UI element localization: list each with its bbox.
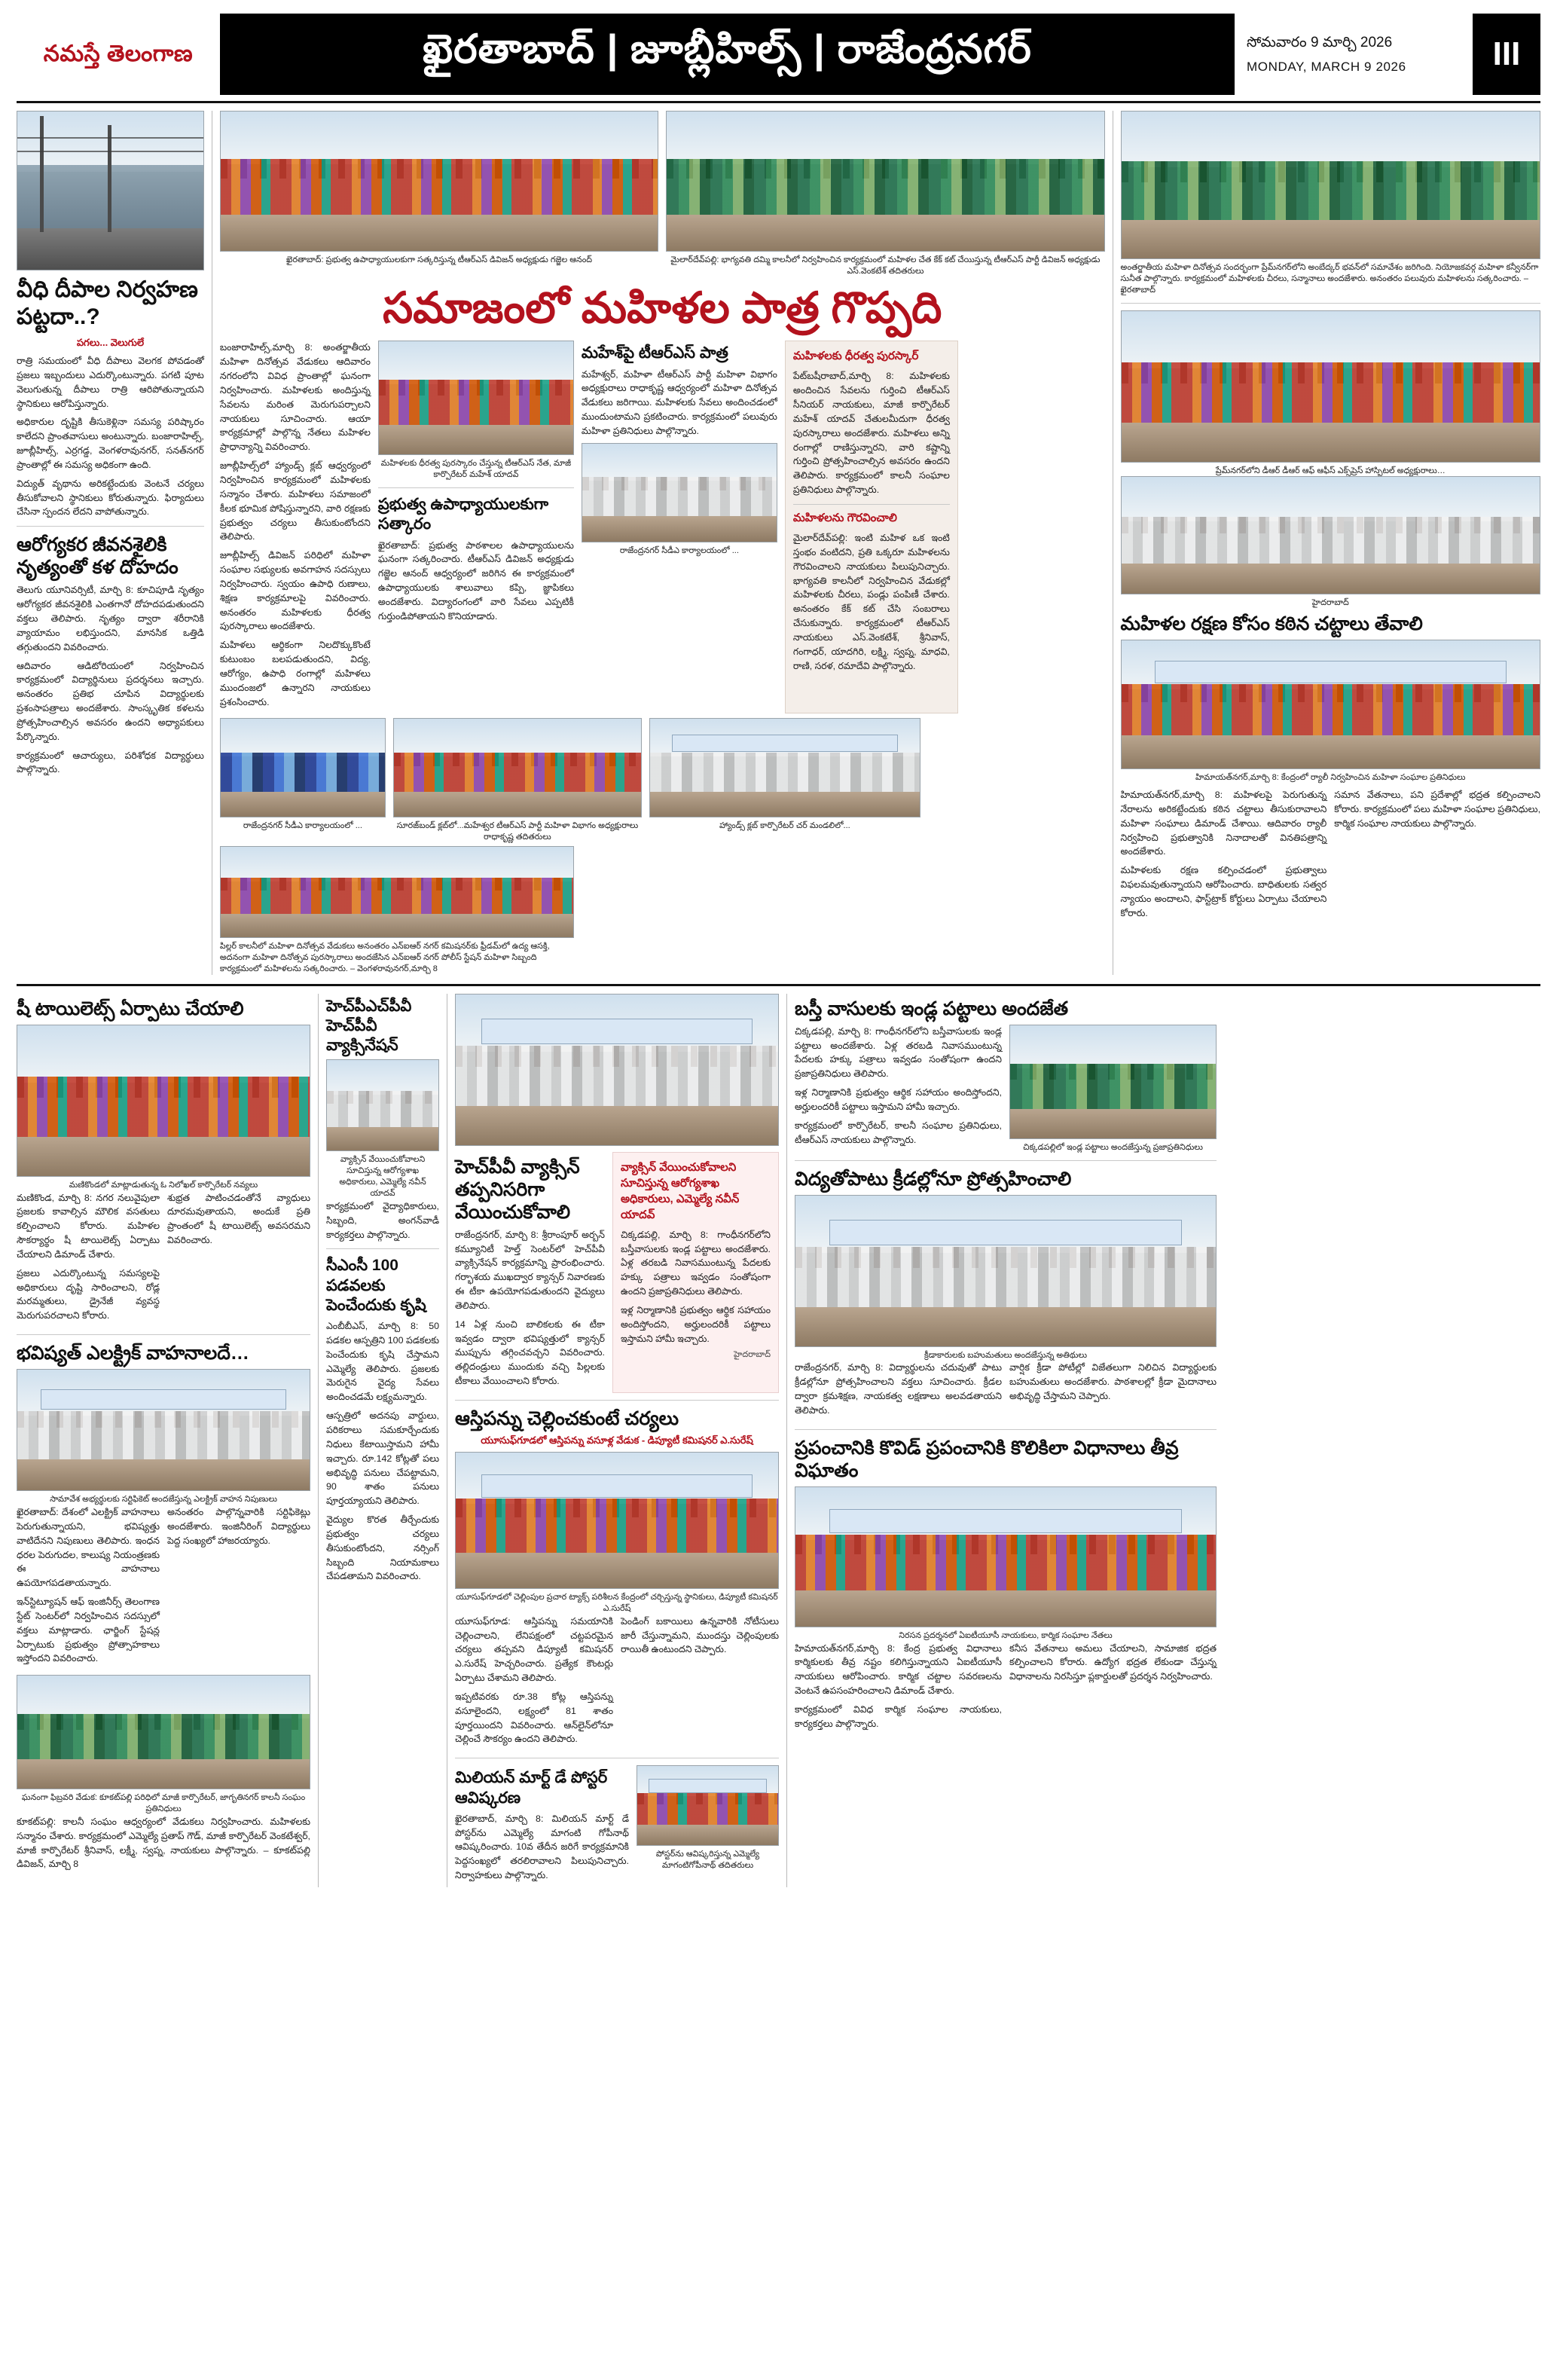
caption-sports: క్రీడాకారులకు బహుమతులు అందజేస్తున్న అతిథులు — [924, 1350, 1087, 1360]
para: ఆస్పత్రిలో అదనపు వార్డులు, పరికరాలు సమకూర్చేందుకు నిధులు కేటాయిస్తామని హామీ ఇచ్చారు. రూ.142 కోట్లతో పలు అభివృద్ధి పనులు చేపట్టామని, 90 శాతం పనులు పూర్తయ్యాయని తెలిపారు. — [326, 1410, 439, 1507]
kicker-street-lights: పగలు... వెలుగులే — [76, 337, 145, 348]
photo-hpv-camp — [326, 1059, 439, 1151]
page-number: III — [1473, 14, 1540, 95]
headline-sports-encourage: విద్యతోపాటు క్రీడల్లోనూ ప్రోత్సహించాలి — [795, 1168, 1072, 1190]
bottom-col-b — [326, 994, 439, 1887]
caption-hospital: రాజేంద్రనగర్ సీడీఎ కార్యాలయంలో ... — [243, 821, 362, 831]
para: ఇళ్ల నిర్మాణానికి ప్రభుత్వం ఆర్థిక సహాయం అందిస్తోందని, అర్హులందరికీ పట్టాలు ఇస్తామని హామీ ఇచ్చారు. — [621, 1304, 771, 1344]
photo-women-gathering — [1121, 310, 1540, 463]
date-english: MONDAY, MARCH 9 2026 — [1247, 59, 1406, 74]
para: హిమాయత్‌నగర్,మార్చి 8: కేంద్ర ప్రభుత్వ విధానాలు కార్మికులకు తీవ్ర నష్టం కలిగిస్తున్నాయని ఏఐటీయూసీ నాయకులు ఆరోపించారు. కార్మిక చట్టాల సవరణలను వెంటనే ఉపసంహరించాలని డిమాండ్ చేశారు. — [795, 1642, 1002, 1697]
date-telugu: సోమవారం 9 మార్చి 2026 — [1247, 34, 1393, 50]
para: కార్యక్రమంలో ఆచార్యులు, పరిశోధక విద్యార్థులు పాల్గొన్నారు. — [17, 750, 204, 775]
para: ఇన్‌స్టిట్యూషన్ ఆఫ్ ఇంజినీర్స్ తెలంగాణ స్టేట్ సెంటర్‌లో నిర్వహించిన సదస్సులో వక్తలు మాట్లాడారు. ఛార్జింగ్ స్టేషన్ల ఏర్పాటుకు ప్రభుత్వం ప్రోత్సాహకాలు ఇస్తోందని వివరించారు. — [17, 1596, 160, 1664]
para: 14 ఏళ్ల నుంచి బాలికలకు ఈ టీకా ఇవ్వడం ద్వారా భవిష్యత్తులో క్యాన్సర్ ముప్పును తగ్గించవచ్చని వివరించారు. తల్లిదండ్రులు ముందుకు వచ్చి పిల్లలకు టీకాలు వేయించాలని కోరారు. — [455, 1318, 605, 1387]
bottom-col-d — [795, 994, 1217, 1887]
section-divider — [17, 984, 1540, 986]
caption-teachers: ఖైరతాబాద్: ప్రభుత్వ ఉపాధ్యాయులకుగా సత్కరిస్తున్న టీఆర్ఎస్ డివిజన్ అధ్యక్షుడు గజ్జెల ఆనంద్ — [286, 255, 593, 264]
subhead-dheeratva: మహిళలకు ధీరత్వ పురస్కార్ — [792, 350, 919, 363]
para: అనంతరం పాల్గొన్నవారికి సర్టిఫికెట్లు అందజేశారు. ఇంజినీరింగ్ విద్యార్థులు పెద్ద సంఖ్యలో హాజరయ్యారు. — [167, 1506, 310, 1546]
photo-stage-speech — [649, 718, 920, 817]
masthead-editions — [220, 14, 1235, 95]
bottom-col-c — [455, 994, 779, 1887]
headline-property-tax: ఆస్తిపన్ను చెల్లించకుంటే చర్యలు — [455, 1407, 679, 1429]
second-photo-row — [220, 718, 1105, 843]
photo-club-women — [393, 718, 642, 817]
caption-award: మహిళలకు ధీరత్వ పురస్కారం చేస్తున్న టీఆర్ఎస్ నేత, మాజీ కార్పొరేటర్ మహేశ్ యాదవ్ — [380, 459, 572, 480]
photo-colony-felicitation — [17, 1675, 310, 1789]
caption-hyderabad: హైదరాబాద్ — [1311, 598, 1349, 608]
photo-she-toilets-meeting — [17, 1025, 310, 1177]
para: మణికొండ, మార్చి 8: నగర నలువైపులా ప్రజలకు కావాల్సిన మౌలిక వసతులు కల్పించాలని కోరారు. మహిళల సౌకర్యార్థం షీ టాయిలెట్స్ ఏర్పాటు చేయాలని డిమాండ్ చేశారు. — [17, 1192, 160, 1260]
para: కూకట్‌పల్లి: కాలనీ సంఘం ఆధ్వర్యంలో వేడుకలు నిర్వహించారు. మహిళలకు సన్మానం చేశారు. కార్యక్రమంలో ఎమ్మెల్యే ప్రతాప్ గౌడ్, మాజీ కార్పొరేటర్ వెంకటేశ్వర్, మాజీ కార్పొరేటర్ శ్రీనివాస్, లక్ష్మీ, స్వప్న, నాయకులు పాల్గొన్నారు. – కూకట్‌పల్లి డివిజన్, మార్చి 8 — [17, 1816, 310, 1870]
masthead-date — [1235, 14, 1473, 95]
main-content — [17, 111, 1540, 975]
million-mart-block — [455, 1765, 779, 1887]
headline-beds-100: సీఎంసీ 100 పడవలకు పెంచేందుకు కృషి — [326, 1257, 426, 1314]
para: కార్యక్రమంలో వివిధ కార్మిక సంఘాల నాయకులు, కార్యకర్తలు పాల్గొన్నారు. — [795, 1703, 1002, 1729]
photo-ev-seminar — [17, 1369, 310, 1491]
caption-rally: హిమాయత్‌నగర్‌,మార్చి 8: కేంద్రంలో ర్యాలీ నిర్వహించిన మహిళా సంఘాల ప్రతినిధులు — [1195, 773, 1466, 783]
para: హిమాయత్‌నగర్,మార్చి 8: మహిళలపై పెరుగుతున్న నేరాలను అరికట్టేందుకు కఠిన చట్టాలు తీసుకురావాలని మహిళా సంఘాలు డిమాండ్ చేశాయి. ఆదివారం ర్యాలీ నిర్వహించి ప్రభుత్వానికి నినాదాలతో వినతిపత్రాన్ని అందజేశారు. — [1120, 790, 1327, 857]
caption-stage: హ్యాండ్స్ క్లబ్ కార్పొరేటర్ చర్ మండలిలో... — [719, 821, 850, 831]
headline-teacher-honour: ప్రభుత్వ ఉపాధ్యాయులకుగా సత్కారం — [377, 496, 549, 533]
para: ఖైరతాబాద్, మార్చి 8: మిలియన్ మార్ట్ డే పోస్టర్‌ను ఎమ్మెల్యే మాగంటి గోపీనాథ్ ఆవిష్కరించారు. 10వ తేదీన జరిగే కార్యక్రమానికి పెద్దసంఖ్యలో తరలిరావాలని పిలుపునిచ్చారు. నిర్వాహకులు పాల్గొన్నారు. — [455, 1813, 629, 1881]
para: ఇప్పటివరకు రూ.38 కోట్ల ఆస్తిపన్ను వసూలైందని, లక్ష్యంలో 81 శాతం పూర్తయిందని వివరించారు. ఆన్‌లైన్‌లోనూ చెల్లించే సౌకర్యం ఉందని తెలిపారు. — [455, 1691, 613, 1745]
photo-property-tax-camp — [455, 1452, 779, 1589]
photo-poster-release — [637, 1765, 779, 1846]
para: ఆదివారం ఆడిటోరియంలో నిర్వహించిన కార్యక్రమంలో విద్యార్థినులు ప్రదర్శనలు ఇచ్చారు. అనంతరం ప్రతిభ చూపిన విద్యార్థులకు ప్రశంసాపత్రాలు అందజేశారు. సాంస్కృతిక కళలను ప్రోత్సహించాల్సిన అవసరం ఉందని అధ్యాపకులు పేర్కొన్నారు. — [17, 660, 204, 742]
top-photo-strip — [220, 111, 1105, 277]
subhead-hpv-box: వ్యాక్సిన్ వేయించుకోవాలని సూచిస్తున్న ఆరోగ్యశాఖ అధికారులు, ఎమ్మెల్యే నవీన్ యాదవ్ — [621, 1160, 740, 1221]
para: ఇళ్ల నిర్మాణానికి ప్రభుత్వం ఆర్థిక సహాయం అందిస్తోందని, అర్హులందరికీ పట్టాలు ఇస్తామని హామీ ఇచ్చారు. — [795, 1087, 1002, 1112]
subhead-property-tax: యూసుఫ్‌గూడలో ఆస్తిపన్ను వసూళ్ల వేడుక - డిప్యూటీ కమిషనర్ ఎ.సురేష్ — [481, 1434, 753, 1446]
para: సమాన వేతనాలు, పని ప్రదేశాల్లో భద్రత కల్పించాలని కోరారు. కార్యక్రమంలో పలు మహిళా సంఘాల ప్రతినిధులు, కార్మిక సంఘాల నాయకులు పాల్గొన్నారు. — [1334, 790, 1541, 829]
caption-premnagar: ప్రేమ్‌నగర్‌లోని డీఆర్ డీఆర్ ఆఫ్ ఆఫీస్ ఎక్స్‌ప్రెస్ హాస్పిటల్ అధ్యక్షురాలు… — [1215, 466, 1446, 475]
headline-house-patta: బస్తీ వాసులకు ఇండ్ల పట్టాలు అందజేత — [795, 998, 1069, 1019]
headline-million-mart: మిలియన్ మార్ట్ డే పోస్టర్ ఆవిష్కరణ — [455, 1769, 608, 1807]
photo-hpv-vaccination-drive — [455, 994, 779, 1146]
photo-award-ceremony — [378, 341, 574, 455]
column-right — [1121, 111, 1540, 975]
caption-patta: చిక్కడపల్లిలో ఇండ్ల పట్టాలు అందజేస్తున్న ప్రజాప్రతినిధులు — [1023, 1142, 1203, 1152]
para: ఎంబీబీఎస్, మార్చి 8: 50 పడకల ఆస్పత్రిని 100 పడకలకు పెంచేందుకు కృషి చేస్తామని ఎమ్మెల్యే తెలిపారు. ప్రజలకు మెరుగైన వైద్య సేవలు అందించడమే లక్ష్యమన్నారు. — [326, 1321, 439, 1403]
para: చిక్కడపల్లి, మార్చి 8: గాంధీనగర్‌లోని బస్తీవాసులకు ఇండ్ల పట్టాలు అందజేశారు. ఏళ్ల తరబడి నివాసముంటున్న పేదలకు హక్కు పత్రాలు ఇవ్వడం సంతోషంగా ఉందని ప్రజాప్రతినిధులు తెలిపారు. — [621, 1229, 771, 1297]
para: యూసుఫ్‌గూడ: ఆస్తిపన్ను సమయానికి చెల్లించాలని, లేనిపక్షంలో చట్టపరమైన చర్యలు తప్పవని డిప్యూటీ కమిషనర్ ఎ.సురేష్ హెచ్చరించారు. ప్రత్యేక కౌంటర్లు ఏర్పాటు చేశామని తెలిపారు. — [455, 1615, 613, 1684]
lead-article — [220, 341, 1105, 713]
photo-group-women — [582, 443, 777, 542]
brand-name: నమస్తే తెలంగాణ — [43, 41, 194, 66]
para: ఖైరతాబాద్: దేశంలో ఎలక్ట్రిక్ వాహనాలు పెరుగుతున్నాయని, భవిష్యత్తు వాటిదేనని నిపుణులు తెలిపారు. ఇంధన ధరల పెరుగుదల, కాలుష్య నియంత్రణకు ఈ వాహనాలు ఉపయోగపడతాయన్నారు. — [17, 1506, 160, 1589]
para: కార్యక్రమంలో వైద్యాధికారులు, సిబ్బంది, అంగన్‌వాడీ కార్యకర్తలు పాల్గొన్నారు. — [326, 1200, 439, 1240]
column-center — [220, 111, 1105, 975]
headline-dance: ఆరోగ్యకర జీవనశైలికి నృత్యంతో కళ దోహదం — [17, 534, 179, 579]
caption-police: పిల్లర్ కాలనీలో మహిళా దినోత్సవ వేడుకలు అనంతరం ఎన్‌ఐఆర్ నగర్ కమిషనర్‌కు ఫ్రీడమ్‌లో ఉద్య ఆసక్తి, అదనంగా మహిళా దినోత్సవ పురస్కారాలు అందజేసిన ఎన్‌ఐఆర్ నగర్ పోలీస్ స్టేషన్ మహిళా సిబ్బంది కార్యక్రమంలో మహిళలను సత్కరించారు. – వెంగళరావునగర్,మార్చి 8 — [219, 942, 550, 973]
caption-she-toilets: మణికొండలో మాట్లాడుతున్న ఓ నిలోఖల్ కార్పొరేటర్ నవ్యలు — [69, 1180, 258, 1190]
photo-seated-audience — [1121, 476, 1540, 594]
caption-cda-office: రాజేంద్రనగర్ సీడీఎ కార్యాలయంలో ... — [619, 545, 739, 555]
caption-club: సూరజ్‌బండ్ క్లబ్‌లో...మహేశ్వర టీఆర్ఎస్ పార్టీ మహిళా విభాగం అధ్యక్షురాలు రాధాకృష్ణ తదితరులు — [396, 821, 639, 842]
para: రాత్రి సమయంలో వీధి దీపాలు వెలగక పోవడంతో ప్రజలు ఇబ్బందులు ఎదుర్కొంటున్నారు. పగటి పూట వెలుగుతున్న దీపాలు రాత్రి ఆరిపోతున్నాయని స్థానికులు ఆరోపిస్తున్నారు. — [17, 356, 204, 409]
photo-street-lights — [17, 111, 204, 270]
para: వైద్యుల కొరత తీర్చేందుకు ప్రభుత్వం చర్యలు తీసుకుంటోందని, నర్సింగ్ సిబ్బంది నియామకాలు చేపడతామని వివరించారు. — [326, 1514, 439, 1582]
para: పెండింగ్ బకాయిలు ఉన్నవారికి నోటీసులు జారీ చేస్తున్నామని, ముందస్తు చెల్లింపులకు రాయితీ ఉంటుందని చెప్పారు. — [621, 1615, 779, 1655]
caption-ambedkar-bhavan: అంతర్జాతీయ మహిళా దినోత్సవ సందర్భంగా ప్రేమ్‌నగర్‌లోని అంబేద్కర్ భవన్‌లో సమావేశం జరిగింది. నియోజకవర్గ మహిళా కన్వీనర్‌గా సునీత పాల్గొన్నారు. కార్యక్రమంలో మహిళలకు చీరలు, సన్మానాలు అందజేశారు. అనంతరం పలువురు మహిళలను సత్కరించారు. – ఖైరతాబాద్ — [1120, 263, 1539, 295]
headline-street-lights: వీధి దీపాల నిర్వహణ పట్టదా..? — [17, 277, 198, 329]
para: మైలార్‌దేవ్‌పల్లి: ఇంటి మహిళ ఒక ఇంటి స్తంభం వంటిదని, ప్రతి ఒక్కరూ మహిళలను గౌరవించాలని నాయకులు పిలుపునిచ్చారు. భాగ్యవతి కాలనీలో నిర్వహించిన వేడుకల్లో మహిళలకు చీరలు, పండ్లు పంపిణీ చేశారు. అనంతరం కేక్ కట్ చేసి సంబరాలు చేసుకున్నారు. కార్యక్రమంలో టీఆర్ఎస్ నాయకులు ఎస్.వెంకటేశ్, శ్రీనివాస్, గంగాధర్, యాదగిరి, లక్ష్మి, స్వప్న, మాధవి, రాణి, సరళ, రమాదేవి పాల్గొన్నారు. — [792, 532, 950, 671]
photo-police-felicitation — [220, 846, 574, 938]
para: విద్యుత్ వృథాను అరికట్టేందుకు వెంటనే చర్యలు తీసుకోవాలని స్థానికులు కోరుతున్నారు. ఫిర్యాదులు చేసినా స్పందన లేదని వాపోతున్నారు. — [17, 478, 204, 518]
para: కార్యక్రమంలో కార్పొరేటర్, కాలనీ సంఘాల ప్రతినిధులు, టీఆర్ఎస్ నాయకులు పాల్గొన్నారు. — [795, 1120, 1002, 1145]
caption-hpv: వ్యాక్సిన్ వేయించుకోవాలని సూచిస్తున్న ఆరోగ్యశాఖ అధికారులు, ఎమ్మెల్యే నవీన్ యాదవ్ — [339, 1155, 426, 1198]
masthead-brand — [17, 14, 220, 95]
photo-labour-protest — [795, 1486, 1217, 1627]
subhead-respect-women: మహిళలను గౌరవించాలి — [792, 511, 897, 524]
para: చిక్కడపల్లి, మార్చి 8: గాంధీనగర్‌లోని బస్తీవాసులకు ఇండ్ల పట్టాలు అందజేశారు. ఏళ్ల తరబడి నివాసముంటున్న పేదలకు హక్కు పత్రాలు ఇవ్వడం సంతోషంగా ఉందని ప్రజాప్రతినిధులు తెలిపారు. — [795, 1025, 1002, 1080]
para: బంజారాహిల్స్,మార్చి 8: అంతర్జాతీయ మహిళా దినోత్సవ వేడుకలు ఆదివారం నగరంలోని వివిధ ప్రాంతాల్లో ఘనంగా నిర్వహించారు. మహిళలకు అందిస్తున్న సేవలను మరింత మెరుగుపర్చాలని నాయకులు సూచించారు. ఆయా కార్యక్రమాల్లో పాల్గొన్న నేతలు మహిళల ప్రాధాన్యాన్ని వివరించారు. — [219, 342, 371, 453]
photo-book-release — [1121, 111, 1540, 259]
masthead — [17, 14, 1540, 95]
caption-cake: మైలార్‌దేవ్‌పల్లి: భాగ్యవతి దమ్మి కాలనీలో నిర్వహించిన కార్యక్రమంలో మహిళల చేత కేక్ కట్ చేయిస్తున్న టీఆర్ఎస్ పార్టీ డివిజన్ అధ్యక్షుడు ఎస్.వెంకటేశ్ తదితరులు — [670, 255, 1101, 276]
third-photo-row — [220, 846, 1105, 975]
para: ప్రజలు ఎదుర్కొంటున్న సమస్యలపై అధికారులు దృష్టి సారించాలని, రోడ్ల మరమ్మతులు, డ్రైనేజీ వ్యవస్థ మెరుగుపరచాలని కోరారు. — [17, 1267, 160, 1321]
headline-hpv-small: హెచ్‌పీఎచ్‌పీవీ హెచ్‌పీవీ వ్యాక్సినేషన్ — [326, 997, 412, 1055]
para: ఖైరతాబాద్: ప్రభుత్వ పాఠశాలల ఉపాధ్యాయులను ఘనంగా సత్కరించారు. టీఆర్ఎస్ డివిజన్ అధ్యక్షుడు గజ్జెల ఆనంద్ ఆధ్వర్యంలో జరిగిన ఈ కార్యక్రమంలో ఉపాధ్యాయులకు శాలువాలు కప్పి, జ్ఞాపికలు అందజేశారు. విద్యారంగంలో వారి సేవలు ఎప్పటికీ గుర్తుండిపోతాయని కొనియాడారు. — [377, 539, 574, 622]
para: శుభ్రత పాటించడంతోనే వ్యాధులు దూరమవుతాయని, అందుకే ప్రతి ప్రాంతంలో షీ టాయిలెట్స్ అవసరమని వివరించారు. — [167, 1192, 310, 1246]
photo-sports-prize — [795, 1195, 1217, 1347]
headline-mahesh: మహేశ్‌పై టీఆర్ఎస్ పాత్ర — [581, 344, 728, 362]
headline-labour-protest: ప్రపంచానికి కొవిడ్ ప్రపంచానికి కొలికిలా విధానాలు తీవ్ర విఘాతం — [795, 1437, 1179, 1481]
para: జూబ్లీహిల్స్‌లో హ్యాండ్స్ క్లబ్ ఆధ్వర్యంలో నిర్వహించిన కార్యక్రమంలో మహిళలకు సన్మానం చేశారు. మహిళలు సమాజంలో కీలక భూమిక పోషిస్తున్నారని, వారి రక్షణకు ప్రభుత్వం చర్యలు తీసుకుంటోందని తెలిపారు. — [219, 460, 371, 542]
caption-colony: ఘనంగా ఫిబ్రవరి వేడుక: కూకట్‌పల్లి పరిధిలో మాజీ కార్పొరేటర్, జాగృతినగర్ కాలనీ సంఘం ప్రతినిధులు — [21, 1793, 306, 1814]
caption-poster: పోస్టర్‌ను ఆవిష్కరిస్తున్న ఎమ్మెల్యే మాగంటిగోపీనాథ్ తదితరులు — [655, 1850, 760, 1871]
photo-rally — [1121, 640, 1540, 769]
para: రాజేంద్రనగర్, మార్చి 8: విద్యార్థులను చదువుతో పాటు క్రీడల్లోనూ ప్రోత్సహించాలని వక్తలు సూచించారు. క్రీడల ద్వారా క్రమశిక్షణ, నాయకత్వ లక్షణాలు అలవడతాయని తెలిపారు. — [795, 1362, 1002, 1416]
masthead-rule — [17, 101, 1540, 103]
caption-property-tax: యూసుఫ్‌గూడలో చెల్లింపుల ప్రచార ట్యాక్స్ పరిశీలన కేంద్రంలో చర్చిస్తున్న స్థానికులు, డిప్యూటీ కమిషనర్ ఎ.సురేష్ — [456, 1592, 778, 1613]
para: మహిళలు ఆర్థికంగా నిలదొక్కుకొంటే కుటుంబం బలపడుతుందని, విద్య, ఆరోగ్యం, ఉపాధి రంగాల్లో మహిళలు ముందంజలో ఉన్నారని నాయకులు ప్రశంసించారు. — [219, 640, 371, 707]
headline-ev-future: భవిష్యత్ ఎలక్ట్రిక్ వాహనాలదే… — [17, 1343, 249, 1364]
para: పేట్‌బషీరాబాద్,మార్చి 8: మహిళలకు అందించిన సేవలను గుర్తించి టీఆర్ఎస్ సీనియర్ నాయకులు, మాజీ కార్పొరేటర్ మహేశ్ యాదవ్ చేతులమీదుగా ధీరత్వ పురస్కారాలు అందజేశారు. మహిళలు అన్ని రంగాల్లో రాణిస్తున్నారని, వారి కష్టాన్ని గుర్తించి ప్రోత్సహించాల్సిన అవసరం ఉందని తెలిపారు. కార్యక్రమంలో కాలనీ సంఘాల ప్రతినిధులు పాల్గొన్నారు. — [792, 371, 950, 496]
para: కనీస వేతనాలు అమలు చేయాలని, సామాజిక భద్రత కల్పించాలని కోరారు. ఉద్యోగ భద్రత లేకుండా చేస్తున్న విధానాలను నిరసిస్తూ ప్లకార్డులతో ప్రదర్శన నిర్వహించారు. — [1009, 1642, 1217, 1682]
headline-she-toilets: షీ టాయిలెట్స్ ఏర్పాటు చేయాలి — [17, 998, 244, 1019]
para: అధికారుల దృష్టికి తీసుకెళ్లినా సమస్య పరిష్కారం కాలేదని ప్రాంతవాసులు అంటున్నారు. బంజారాహిల్స్, జూబ్లీహిల్స్, ఎర్రగడ్డ, వెంగళరావునగర్, సనత్‌నగర్ ప్రాంతాల్లో ఈ సమస్య అధికంగా ఉంది. — [17, 417, 204, 470]
edition-names: ఖైరతాబాద్ | జూబ్లీహిల్స్ | రాజేంద్రనగర్ — [423, 27, 1032, 72]
para: రాజేంద్రనగర్, మార్చి 8: శ్రీరాంపూర్ అర్బన్ కమ్యూనిటీ హెల్త్ సెంటర్‌లో హెచ్‌పీవీ వ్యాక్సినేషన్ కార్యక్రమాన్ని ప్రారంభించారు. గర్భాశయ ముఖద్వార క్యాన్సర్ నివారణకు ఈ టీకా ఉపయోగపడుతుందని వైద్యులు తెలిపారు. — [455, 1229, 605, 1311]
photo-cake-cutting — [666, 111, 1104, 252]
headline-hpv-main: హెచ్‌పీవీ వ్యాక్సిన్ తప్పనిసరిగా వేయించుకోవాలి — [455, 1156, 580, 1223]
sub-article-box — [785, 341, 958, 713]
lead-headline: సమాజంలో మహిళల పాత్ర గొప్పది — [383, 283, 942, 332]
caption-ev: సామావేశ అభ్యర్థులకు సర్టిఫికెట్ అందజేస్తున్న ఎలక్ట్రిక్ వాహన నిపుణులు — [50, 1495, 277, 1505]
column-left — [17, 111, 204, 975]
para: మహేశ్వర్, మహిళా టీఆర్ఎస్ పార్టీ మహిళా విభాగం అధ్యక్షురాలు రాధాకృష్ణ ఆధ్వర్యంలో మహిళా దినోత్సవ వేడుకలు జరిగాయి. మహిళలకు సేవలు అందించడంలో ముందుంటామని ప్రకటించారు. కార్యక్రమంలో పలువురు మహిళా ప్రతినిధులు పాల్గొన్నారు. — [581, 368, 777, 436]
headline-women-protection: మహిళల రక్షణ కోసం కఠిన చట్టాలు తేవాలి — [1120, 613, 1423, 635]
photo-teachers-felicitation — [220, 111, 658, 252]
para: జూబ్లీహిల్స్ డివిజన్ పరిధిలో మహిళా సంఘాల సభ్యులకు అవగాహన సదస్సులు నిర్వహించారు. స్వయం ఉపాధి రుణాలు, శిక్షణ కార్యక్రమాలపై వివరించారు. అనంతరం మహిళలకు ధీరత్వ పురస్కారాలు అందజేశారు. — [219, 550, 371, 632]
para: తెలుగు యూనివర్సిటీ, మార్చి 8: కూచిపూడి నృత్యం ఆరోగ్యకర జీవనశైలికి ఎంతగానో దోహదపడుతుందని వక్తలు తెలిపారు. నృత్యం ద్వారా శరీరానికి వ్యాయామం లభిస్తుందని, మానసిక ఒత్తిడి తగ్గుతుందని వివరించారు. — [17, 585, 204, 652]
photo-hospital-ward — [220, 718, 386, 817]
para: వార్షిక క్రీడా పోటీల్లో విజేతలుగా నిలిచిన విద్యార్థులకు బహుమతులు అందజేశారు. పాఠశాలల్లో క్రీడా మైదానాలు అభివృద్ధి చేస్తామని చెప్పారు. — [1009, 1362, 1217, 1402]
para: మహిళలకు రక్షణ కల్పించడంలో ప్రభుత్వాలు విఫలమవుతున్నాయని ఆరోపించారు. బాధితులకు సత్వర న్యాయం అందాలని, ఫాస్ట్‌ట్రాక్ కోర్టులు ఏర్పాటు చేయాలని కోరారు. — [1120, 865, 1327, 918]
caption-protest: నిరసన ప్రదర్శనలో ఏఐటీయూసీ నాయకులు, కార్మిక సంఘాల నేతలు — [899, 1630, 1113, 1640]
photo-patta-distribution — [1009, 1025, 1217, 1139]
bottom-col-a — [17, 994, 310, 1887]
byline-hpv: హైదరాబాద్ — [734, 1350, 771, 1360]
bottom-section — [17, 994, 1540, 1887]
